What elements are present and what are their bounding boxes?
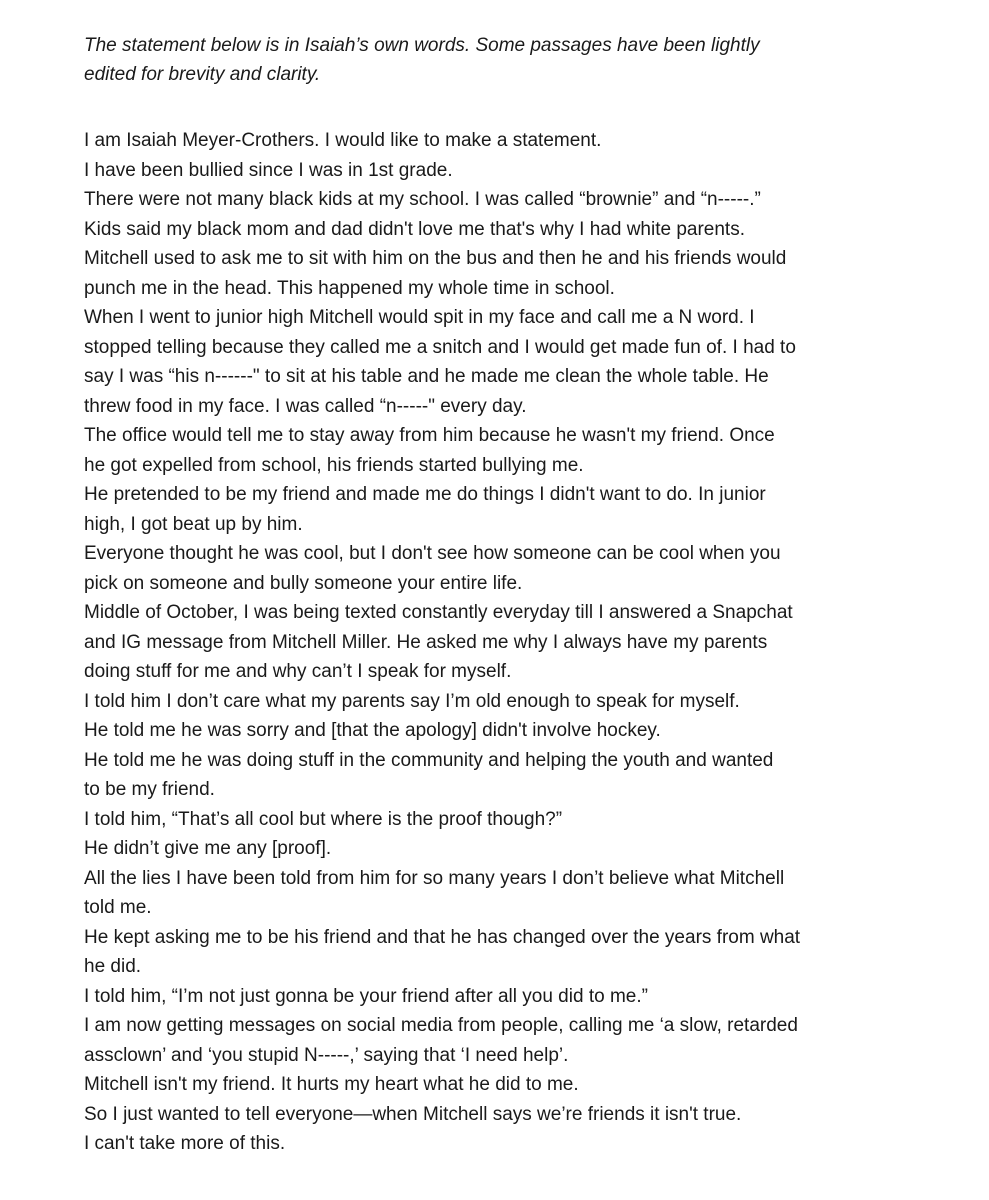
statement-line: When I went to junior high Mitchell would spit in my face and call me a N word. I	[84, 307, 755, 328]
statement-line: punch me in the head. This happened my whole time in school.	[84, 277, 615, 299]
statement-line: He kept asking me to be his friend and that he has changed over the years from what	[84, 926, 801, 948]
statement-line: All the lies I have been told from him for so many years I don’t believe what Mitchell	[84, 867, 785, 889]
statement-line: There were not many black kids at my school. I was called “brownie” and “n-----.”	[84, 189, 761, 210]
statement-line: doing stuff for me and why can’t I speak for myself.	[84, 661, 512, 682]
statement-line: He told me he was doing stuff in the community and helping the youth and wanted	[84, 749, 774, 771]
statement-line: told me.	[84, 897, 152, 918]
statement-line: So I just wanted to tell everyone—when Mitchell says we’re friends it isn't true.	[84, 1103, 742, 1125]
statement-line: I can't take more of this.	[84, 1133, 286, 1154]
statement-document	[84, 31, 954, 1159]
statement-line: pick on someone and bully someone your entire life.	[84, 572, 523, 594]
statement-line: to be my friend.	[84, 779, 215, 800]
statement-line: Everyone thought he was cool, but I don't see how someone can be cool when you	[84, 543, 781, 564]
statement-line: Mitchell used to ask me to sit with him on the bus and then he and his friends would	[84, 248, 787, 269]
statement-line: stopped telling because they called me a snitch and I would get made fun of. I had to	[84, 336, 796, 358]
statement-line: I am now getting messages on social media from people, calling me ‘a slow, retarded	[84, 1015, 798, 1036]
statement-line: I told him I don’t care what my parents say I’m old enough to speak for myself.	[84, 690, 740, 712]
editor-note	[84, 31, 954, 89]
statement-line: I told him, “That’s all cool but where is the proof though?”	[84, 808, 563, 830]
statement-line: I told him, “I’m not just gonna be your friend after all you did to me.”	[84, 985, 648, 1007]
statement-line: The office would tell me to stay away from him because he wasn't my friend. Once	[84, 425, 775, 446]
statement-line: I am Isaiah Meyer-Crothers. I would like to make a statement.	[84, 130, 602, 151]
editor-note-line: The statement below is in Isaiah’s own words. Some passages have been lightly	[84, 35, 760, 56]
statement-line: he did.	[84, 956, 142, 977]
statement-line: Middle of October, I was being texted constantly everyday till I answered a Snapchat	[84, 602, 793, 623]
statement-line: Mitchell isn't my friend. It hurts my heart what he did to me.	[84, 1074, 579, 1095]
editor-note-line: edited for brevity and clarity.	[84, 64, 321, 85]
statement-line: He told me he was sorry and [that the apology] didn't involve hockey.	[84, 720, 661, 741]
statement-line: Kids said my black mom and dad didn't love me that's why I had white parents.	[84, 218, 745, 240]
statement-line: threw food in my face. I was called “n-----" every day.	[84, 395, 527, 417]
statement-line: he got expelled from school, his friends started bullying me.	[84, 454, 584, 476]
statement-line: He didn’t give me any [proof].	[84, 838, 332, 859]
statement-line: I have been bullied since I was in 1st grade.	[84, 159, 453, 181]
statement-line: say I was “his n------" to sit at his table and he made me clean the whole table. He	[84, 366, 769, 387]
statement-line: high, I got beat up by him.	[84, 513, 303, 535]
statement-line: assclown’ and ‘you stupid N-----,’ saying that ‘I need help’.	[84, 1044, 569, 1066]
statement-line: and IG message from Mitchell Miller. He asked me why I always have my parents	[84, 631, 768, 653]
statement-line: He pretended to be my friend and made me do things I didn't want to do. In junior	[84, 484, 766, 505]
statement-body	[84, 126, 954, 1159]
